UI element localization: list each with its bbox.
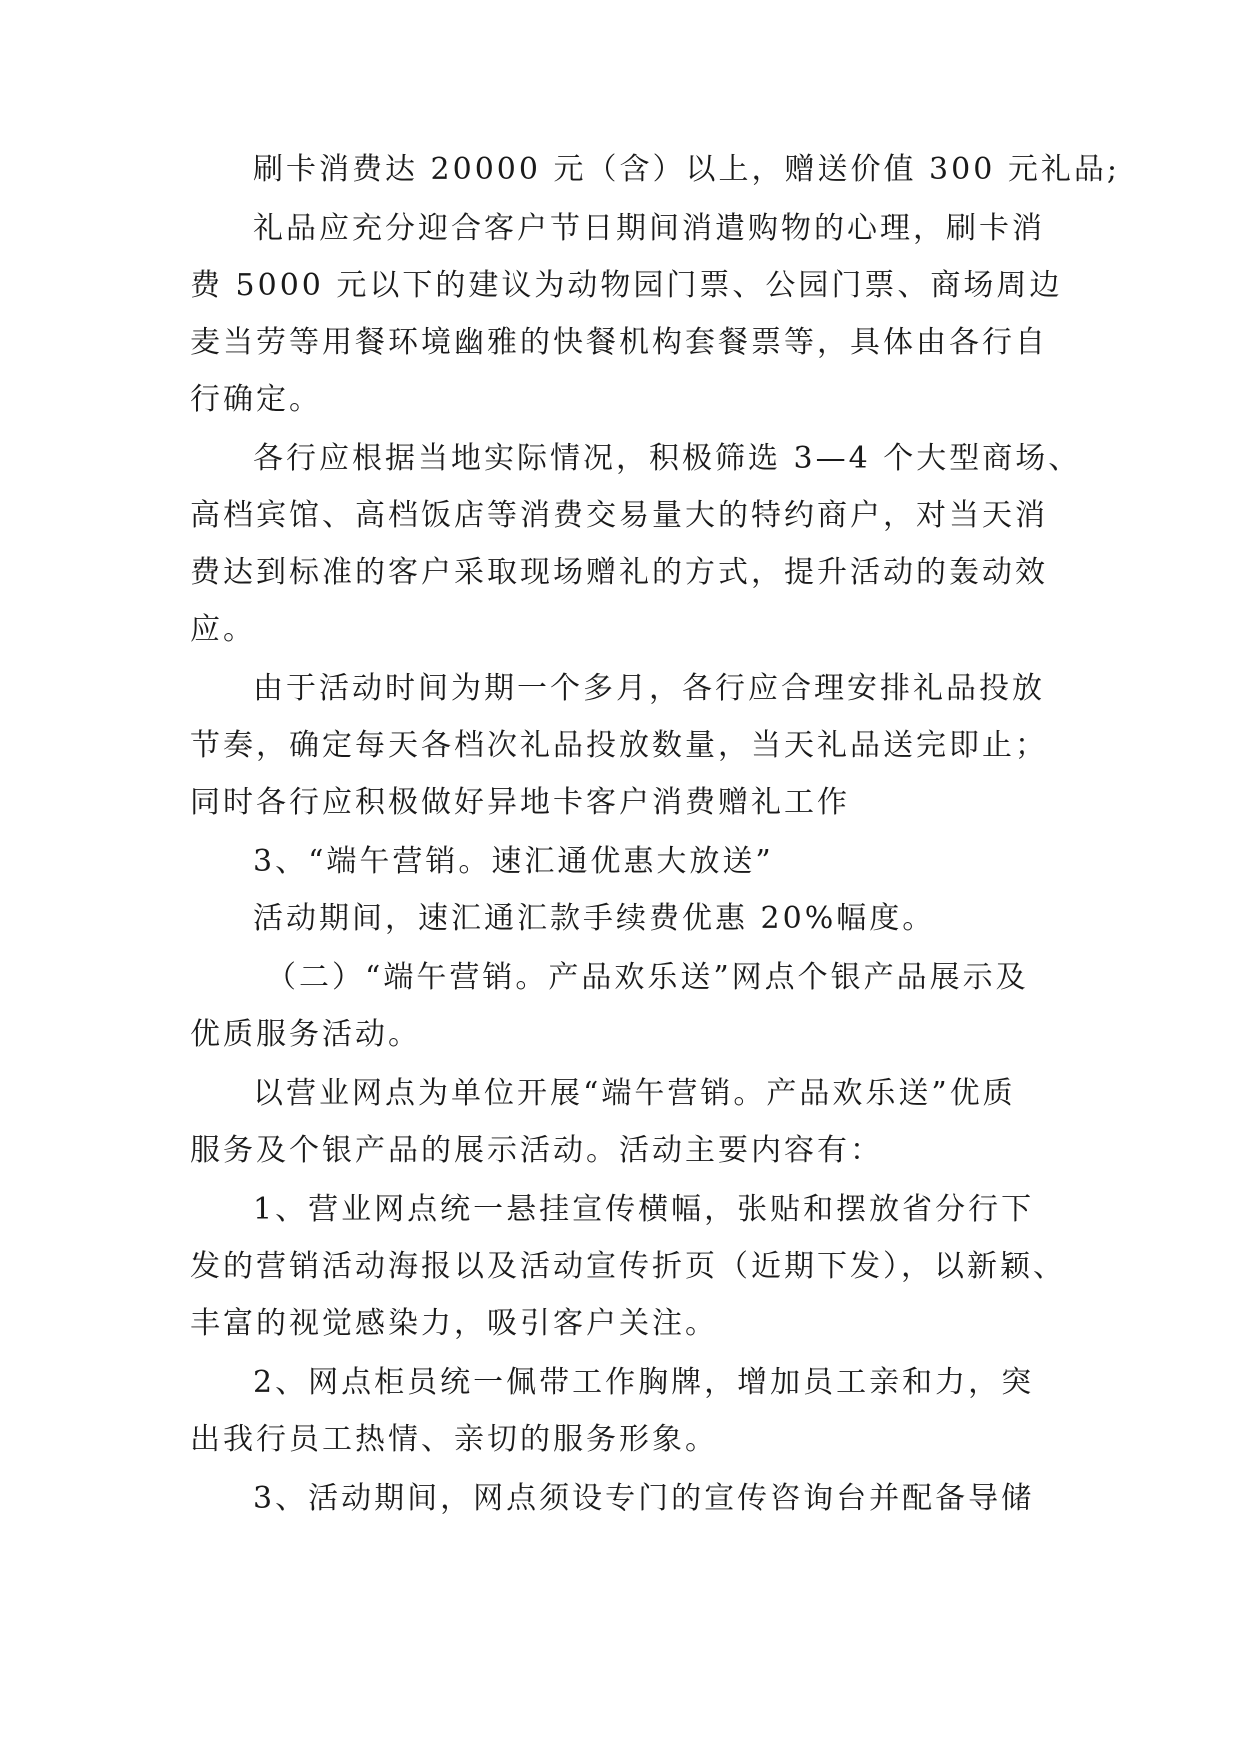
text-line: 由于活动时间为期一个多月，各行应合理安排礼品投放: [253, 671, 1045, 706]
text-line: 1、营业网点统一悬挂宣传横幅，张贴和摆放省分行下: [253, 1192, 1035, 1227]
text-line: 行确定。: [190, 382, 322, 417]
text-line: 出我行员工热情、亲切的服务形象。: [190, 1422, 718, 1457]
text-line: 2、网点柜员统一佩带工作胸牌，增加员工亲和力，突: [253, 1365, 1035, 1400]
text-line: 麦当劳等用餐环境幽雅的快餐机构套餐票等，具体由各行自: [190, 325, 1048, 360]
text-line: 优质服务活动。: [190, 1017, 421, 1052]
text-line: 活动期间，速汇通汇款手续费优惠 20%幅度。: [253, 901, 936, 936]
text-line: 服务及个银产品的展示活动。活动主要内容有：: [190, 1133, 883, 1168]
text-line: 刷卡消费达 20000 元（含）以上，赠送价值 300 元礼品;: [253, 152, 1120, 187]
text-line: 发的营销活动海报以及活动宣传折页（近期下发），以新颖、: [190, 1249, 1066, 1284]
text-line: 费 5000 元以下的建议为动物园门票、公园门票、商场周边: [190, 268, 1063, 303]
text-line: 礼品应充分迎合客户节日期间消遣购物的心理，刷卡消: [253, 211, 1045, 246]
text-line: 节奏，确定每天各档次礼品投放数量，当天礼品送完即止；: [190, 728, 1048, 763]
text-line: （二）“端午营销。产品欢乐送”网点个银产品展示及: [266, 960, 1029, 995]
text-line: 各行应根据当地实际情况，积极筛选 3—4 个大型商场、: [253, 441, 1082, 476]
text-line: 费达到标准的客户采取现场赠礼的方式，提升活动的轰动效: [190, 555, 1048, 590]
text-line: 高档宾馆、高档饭店等消费交易量大的特约商户，对当天消: [190, 498, 1048, 533]
text-line: 3、“端午营销。速汇通优惠大放送”: [253, 844, 774, 879]
text-line: 丰富的视觉感染力，吸引客户关注。: [190, 1306, 718, 1341]
text-line: 3、活动期间，网点须设专门的宣传咨询台并配备导储: [253, 1481, 1035, 1516]
text-line: 以营业网点为单位开展“端午营销。产品欢乐送”优质: [253, 1076, 1016, 1111]
text-line: 应。: [190, 612, 256, 647]
text-line: 同时各行应积极做好异地卡客户消费赠礼工作: [190, 785, 850, 820]
